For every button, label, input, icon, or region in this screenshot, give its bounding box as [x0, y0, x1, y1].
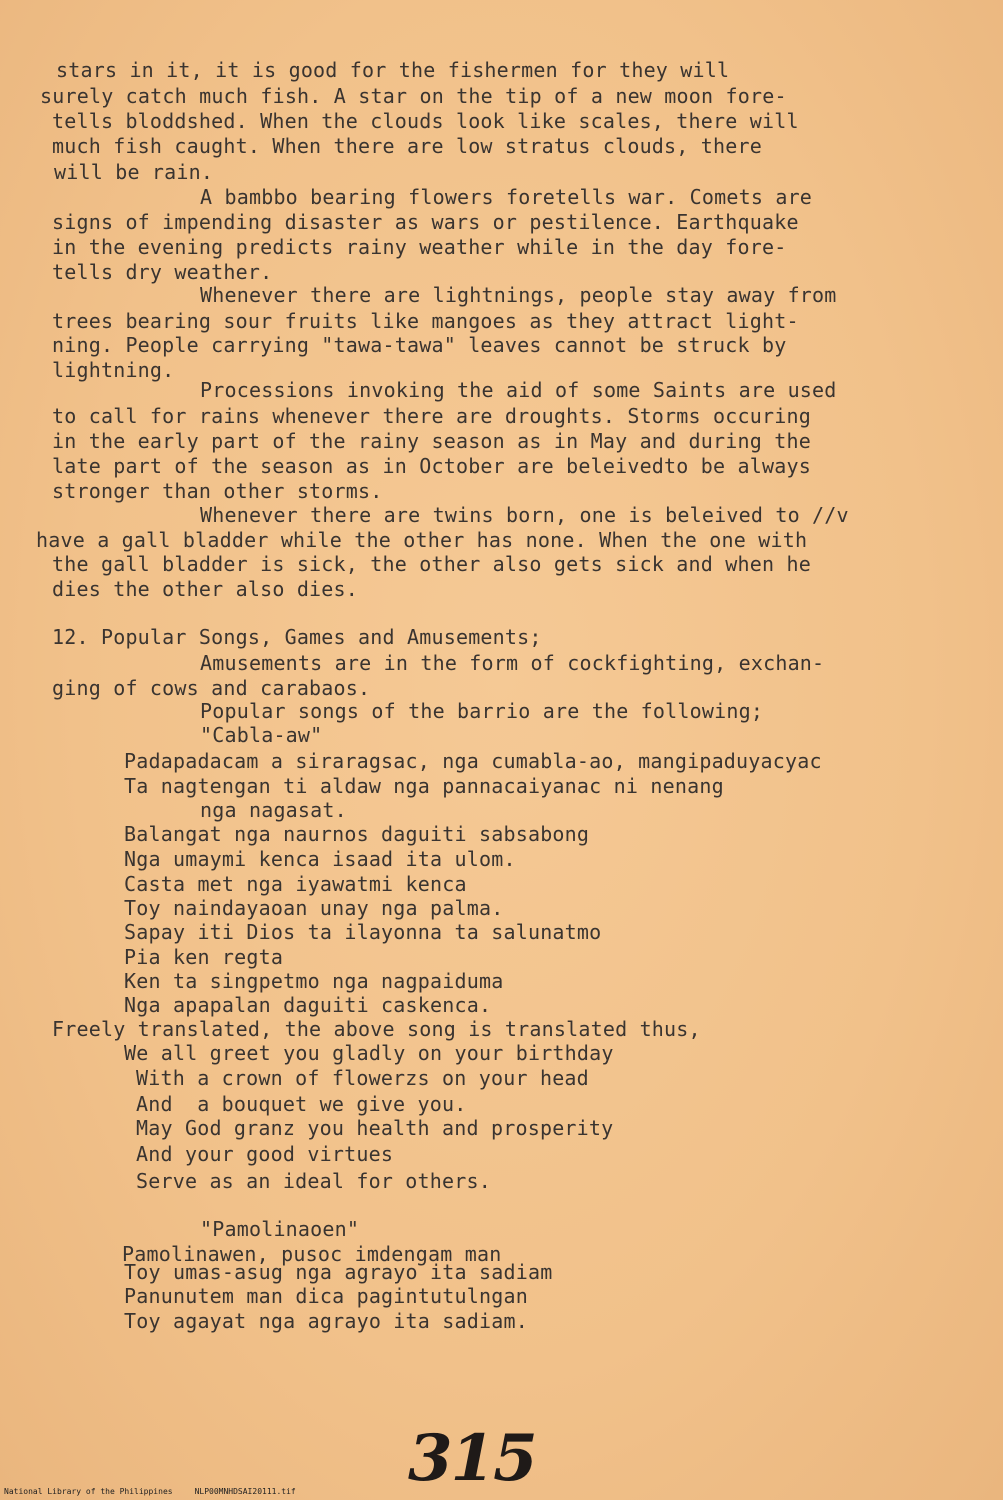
text-line: stronger than other storms. — [52, 479, 383, 503]
translation-line: We all greet you gladly on your birthday — [124, 1041, 614, 1065]
song-line: Ken ta singpetmo nga nagpaiduma — [124, 969, 504, 993]
song-line: Nga umaymi kenca isaad ita ulom. — [124, 847, 516, 871]
text-line: have a gall bladder while the other has none. When the one with — [36, 528, 808, 552]
text-line: ging of cows and carabaos. — [52, 676, 371, 700]
translation-line: May God granz you health and prosperity — [136, 1116, 614, 1140]
song-line: Pia ken regta — [124, 945, 284, 969]
song-title: "Cabla-aw" — [200, 723, 323, 747]
song-line: Padapadacam a siraragsac, nga cumabla-ao, mangipaduyacyac — [124, 749, 822, 773]
translation-line: And a bouquet we give you. — [136, 1092, 467, 1116]
text-line: Popular songs of the barrio are the following; — [200, 699, 764, 723]
text-line: dies the other also dies. — [52, 577, 359, 601]
song-line: Ta nagtengan ti aldaw nga pannacaiyanac ni nenang — [124, 774, 724, 798]
song-line: nga nagasat. — [200, 798, 347, 822]
song-line: Toy agayat nga agrayo ita sadiam. — [124, 1309, 528, 1333]
section-heading: 12. Popular Songs, Games and Amusements; — [52, 625, 542, 649]
song-line: Casta met nga iyawatmi kenca — [124, 872, 467, 896]
text-line: late part of the season as in October are beleivedto be always — [52, 454, 811, 478]
text-line: Whenever there are lightnings, people stay away from — [200, 283, 837, 307]
song-line: Toy naindayaoan unay nga palma. — [124, 896, 504, 920]
text-line: stars in it, it is good for the fishermen for they will — [56, 58, 730, 82]
text-line: in the early part of the rainy season as in May and during the — [52, 429, 811, 453]
text-line: Whenever there are twins born, one is beleived to //v — [200, 503, 849, 527]
footer — [4, 1487, 318, 1497]
text-line: trees bearing sour fruits like mangoes as they attract light- — [52, 309, 799, 333]
translation-line: With a crown of flowerzs on your head — [136, 1066, 589, 1090]
text-line: lightning. — [52, 358, 175, 382]
text-line: the gall bladder is sick, the other also gets sick and when he — [52, 552, 811, 576]
page-number: 315 — [408, 1421, 536, 1496]
song-line: Toy umas-asug nga agrayo ita sadiam — [124, 1260, 553, 1284]
text-line: Freely translated, the above song is translated thus, — [52, 1017, 701, 1041]
translation-line: Serve as an ideal for others. — [136, 1169, 491, 1193]
text-line: will be rain. — [54, 160, 214, 184]
text-line: surely catch much fish. A star on the tip of a new moon fore- — [40, 84, 787, 108]
song-line: Pamolinawen, pusoc imdengam man — [122, 1242, 502, 1266]
text-line: in the evening predicts rainy weather while in the day fore- — [52, 235, 787, 259]
footer-library: National Library of the Philippines — [4, 1487, 173, 1496]
translation-line: And your good virtues — [136, 1142, 394, 1166]
text-line: much fish caught. When there are low stratus clouds, there — [52, 134, 762, 158]
text-line: to call for rains whenever there are droughts. Storms occuring — [52, 404, 811, 428]
song-title: "Pamolinaoen" — [200, 1217, 360, 1241]
song-line: Panunutem man dica pagintutulngan — [124, 1284, 528, 1308]
text-line: Amusements are in the form of cockfighting, exchan- — [200, 651, 825, 675]
text-line: ning. People carrying "tawa-tawa" leaves cannot be struck by — [52, 333, 787, 357]
text-line: signs of impending disaster as wars or pestilence. Earthquake — [52, 210, 799, 234]
text-line: tells dry weather. — [52, 260, 273, 284]
song-line: Sapay iti Dios ta ilayonna ta salunatmo — [124, 920, 602, 944]
footer-file: NLP00MNHDSAI20111.tif — [194, 1487, 296, 1496]
text-line: tells bloddshed. When the clouds look like scales, there will — [52, 109, 799, 133]
text-line: A bambbo bearing flowers foretells war. Comets are — [200, 185, 813, 209]
song-line: Nga apapalan daguiti caskenca. — [124, 993, 492, 1017]
text-line: Processions invoking the aid of some Saints are used — [200, 378, 837, 402]
song-line: Balangat nga naurnos daguiti sabsabong — [124, 822, 590, 846]
